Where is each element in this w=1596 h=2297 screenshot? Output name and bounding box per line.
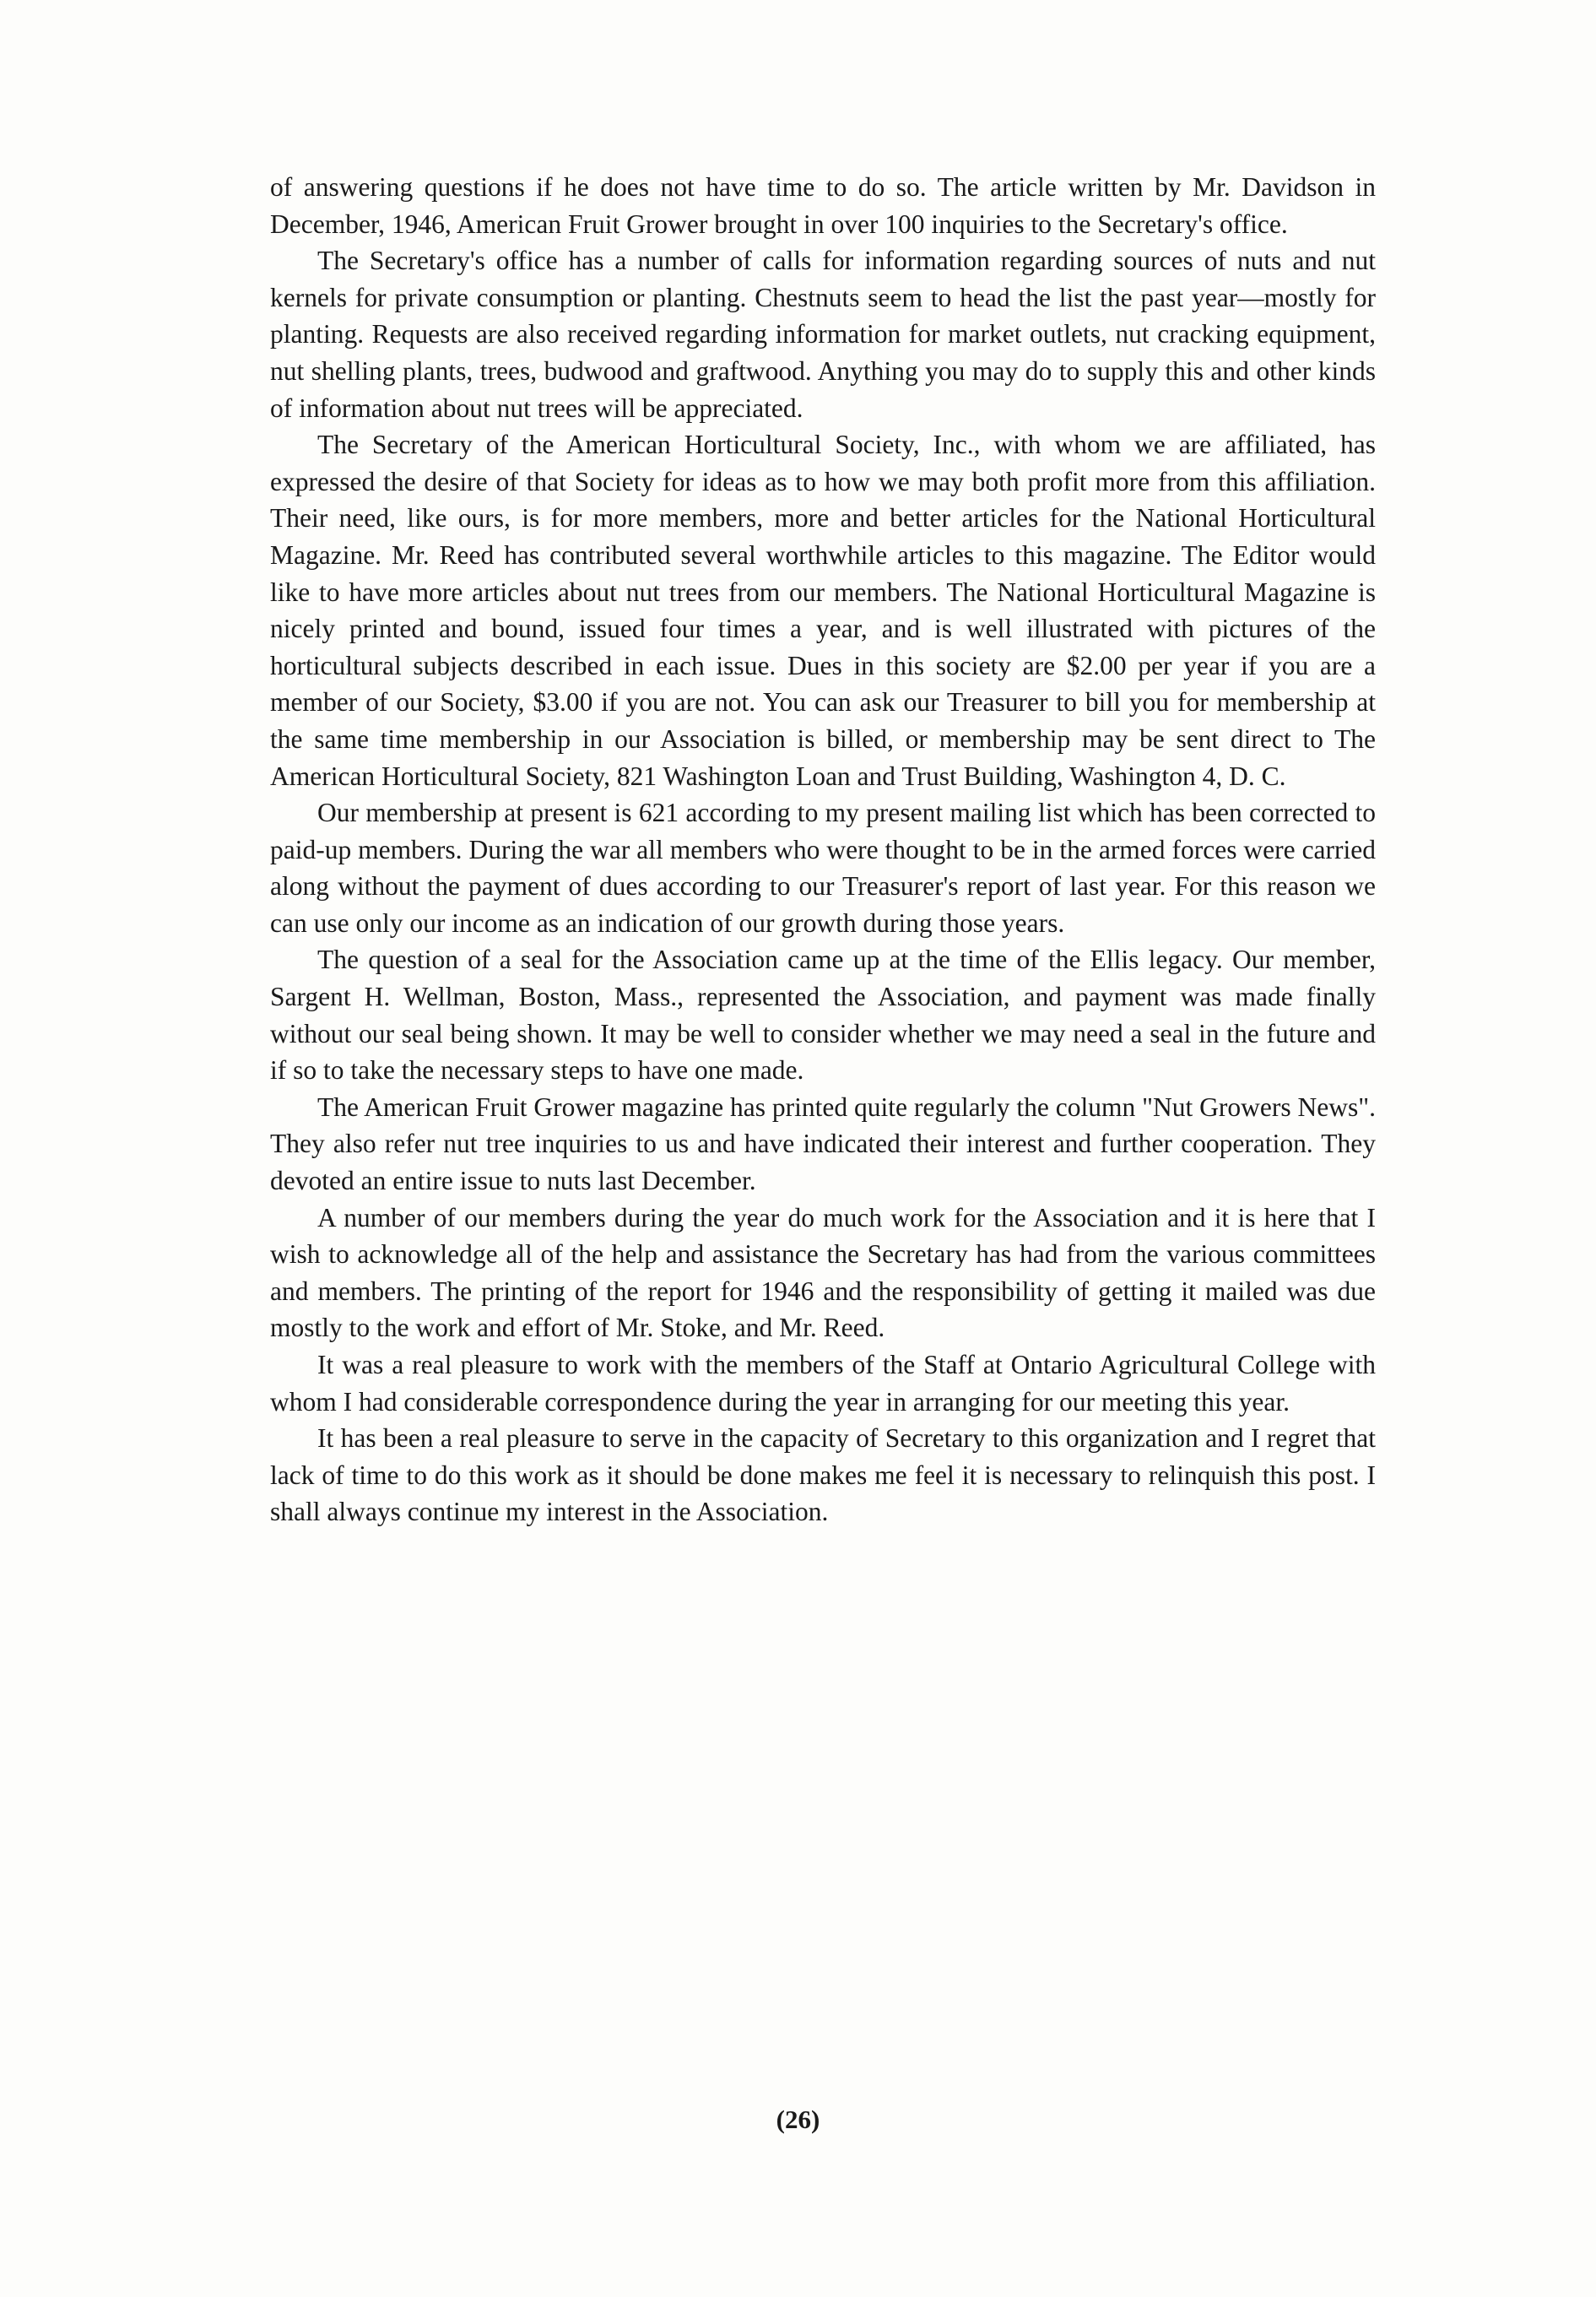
paragraph-secretary-office-calls: The Secretary's office has a number of calls for information regarding sources of nuts and nut kernels for private consumption or planting. Chestnuts seem to head the list the past year—mostly for planting. Requests are also received regarding information for market outlets, nut cracking equipment, nut shelling plants, trees, budwood and graftwood. Anything you may do to supply this and other kinds of information about nut trees will be appreciated. <box>270 246 1376 423</box>
body-text <box>270 169 1376 1530</box>
paragraph-acknowledgements: A number of our members during the year do much work for the Association and it is here that I wish to acknowledge all of the help and assistance the Secretary has had from the various committees and members. The printing of the report for 1946 and the responsibility of getting it mailed was due mostly to the work and effort of Mr. Stoke, and Mr. Reed. <box>270 1202 1376 1343</box>
paragraph-membership: Our membership at present is 621 according to my present mailing list which has been corrected to paid-up members. During the war all members who were thought to be in the armed forces were carried along without the payment of dues according to our Treasurer's report of last year. For this reason we can use only our income as an indication of our growth during those years. <box>270 798 1376 938</box>
paragraph-closing: It has been a real pleasure to serve in the capacity of Secretary to this organization and I regret that lack of time to do this work as it should be done makes me feel it is necessary to relinquish this post. I shall always continue my interest in the Association. <box>270 1423 1376 1527</box>
paragraph-continued: of answering questions if he does not have time to do so. The article written by Mr. Davidson in December, 1946, American Fruit Grower brought in over 100 inquiries to the Secretary's office. <box>270 172 1376 239</box>
paragraph-horticultural-society: The Secretary of the American Horticultural Society, Inc., with whom we are affiliated, has expressed the desire of that Society for ideas as to how we may both profit more from this affiliation. Their need, like ours, is for more members, more and better articles for the National Horticultural Magazine. Mr. Reed has contributed several worthwhile articles to this magazine. The Editor would like to have more articles about nut trees from our members. The National Horticultural Magazine is nicely printed and bound, issued four times a year, and is well illustrated with pictures of the horticultural subjects described in each issue. Dues in this society are $2.00 per year if you are a member of our Society, $3.00 if you are not. You can ask our Treasurer to bill you for membership at the same time membership in our Association is billed, or membership may be sent direct to The American Horticultural Society, 821 Washington Loan and Trust Building, Washington 4, D. C. <box>270 430 1376 791</box>
paragraph-fruit-grower-magazine: The American Fruit Grower magazine has printed quite regularly the column "Nut Growers News". They also refer nut tree inquiries to us and have indicated their interest and further cooperation. They devoted an entire issue to nuts last December. <box>270 1092 1376 1196</box>
page-number: (26) <box>776 2105 820 2134</box>
paragraph-ontario-college: It was a real pleasure to work with the members of the Staff at Ontario Agricultural College with whom I had considerable correspondence during the year in arranging for our meeting this year. <box>270 1350 1376 1417</box>
paragraph-seal: The question of a seal for the Association came up at the time of the Ellis legacy. Our member, Sargent H. Wellman, Boston, Mass., represented the Association, and payment was made finally without our seal being shown. It may be well to consider whether we may need a seal in the future and if so to take the necessary steps to have one made. <box>270 945 1376 1086</box>
